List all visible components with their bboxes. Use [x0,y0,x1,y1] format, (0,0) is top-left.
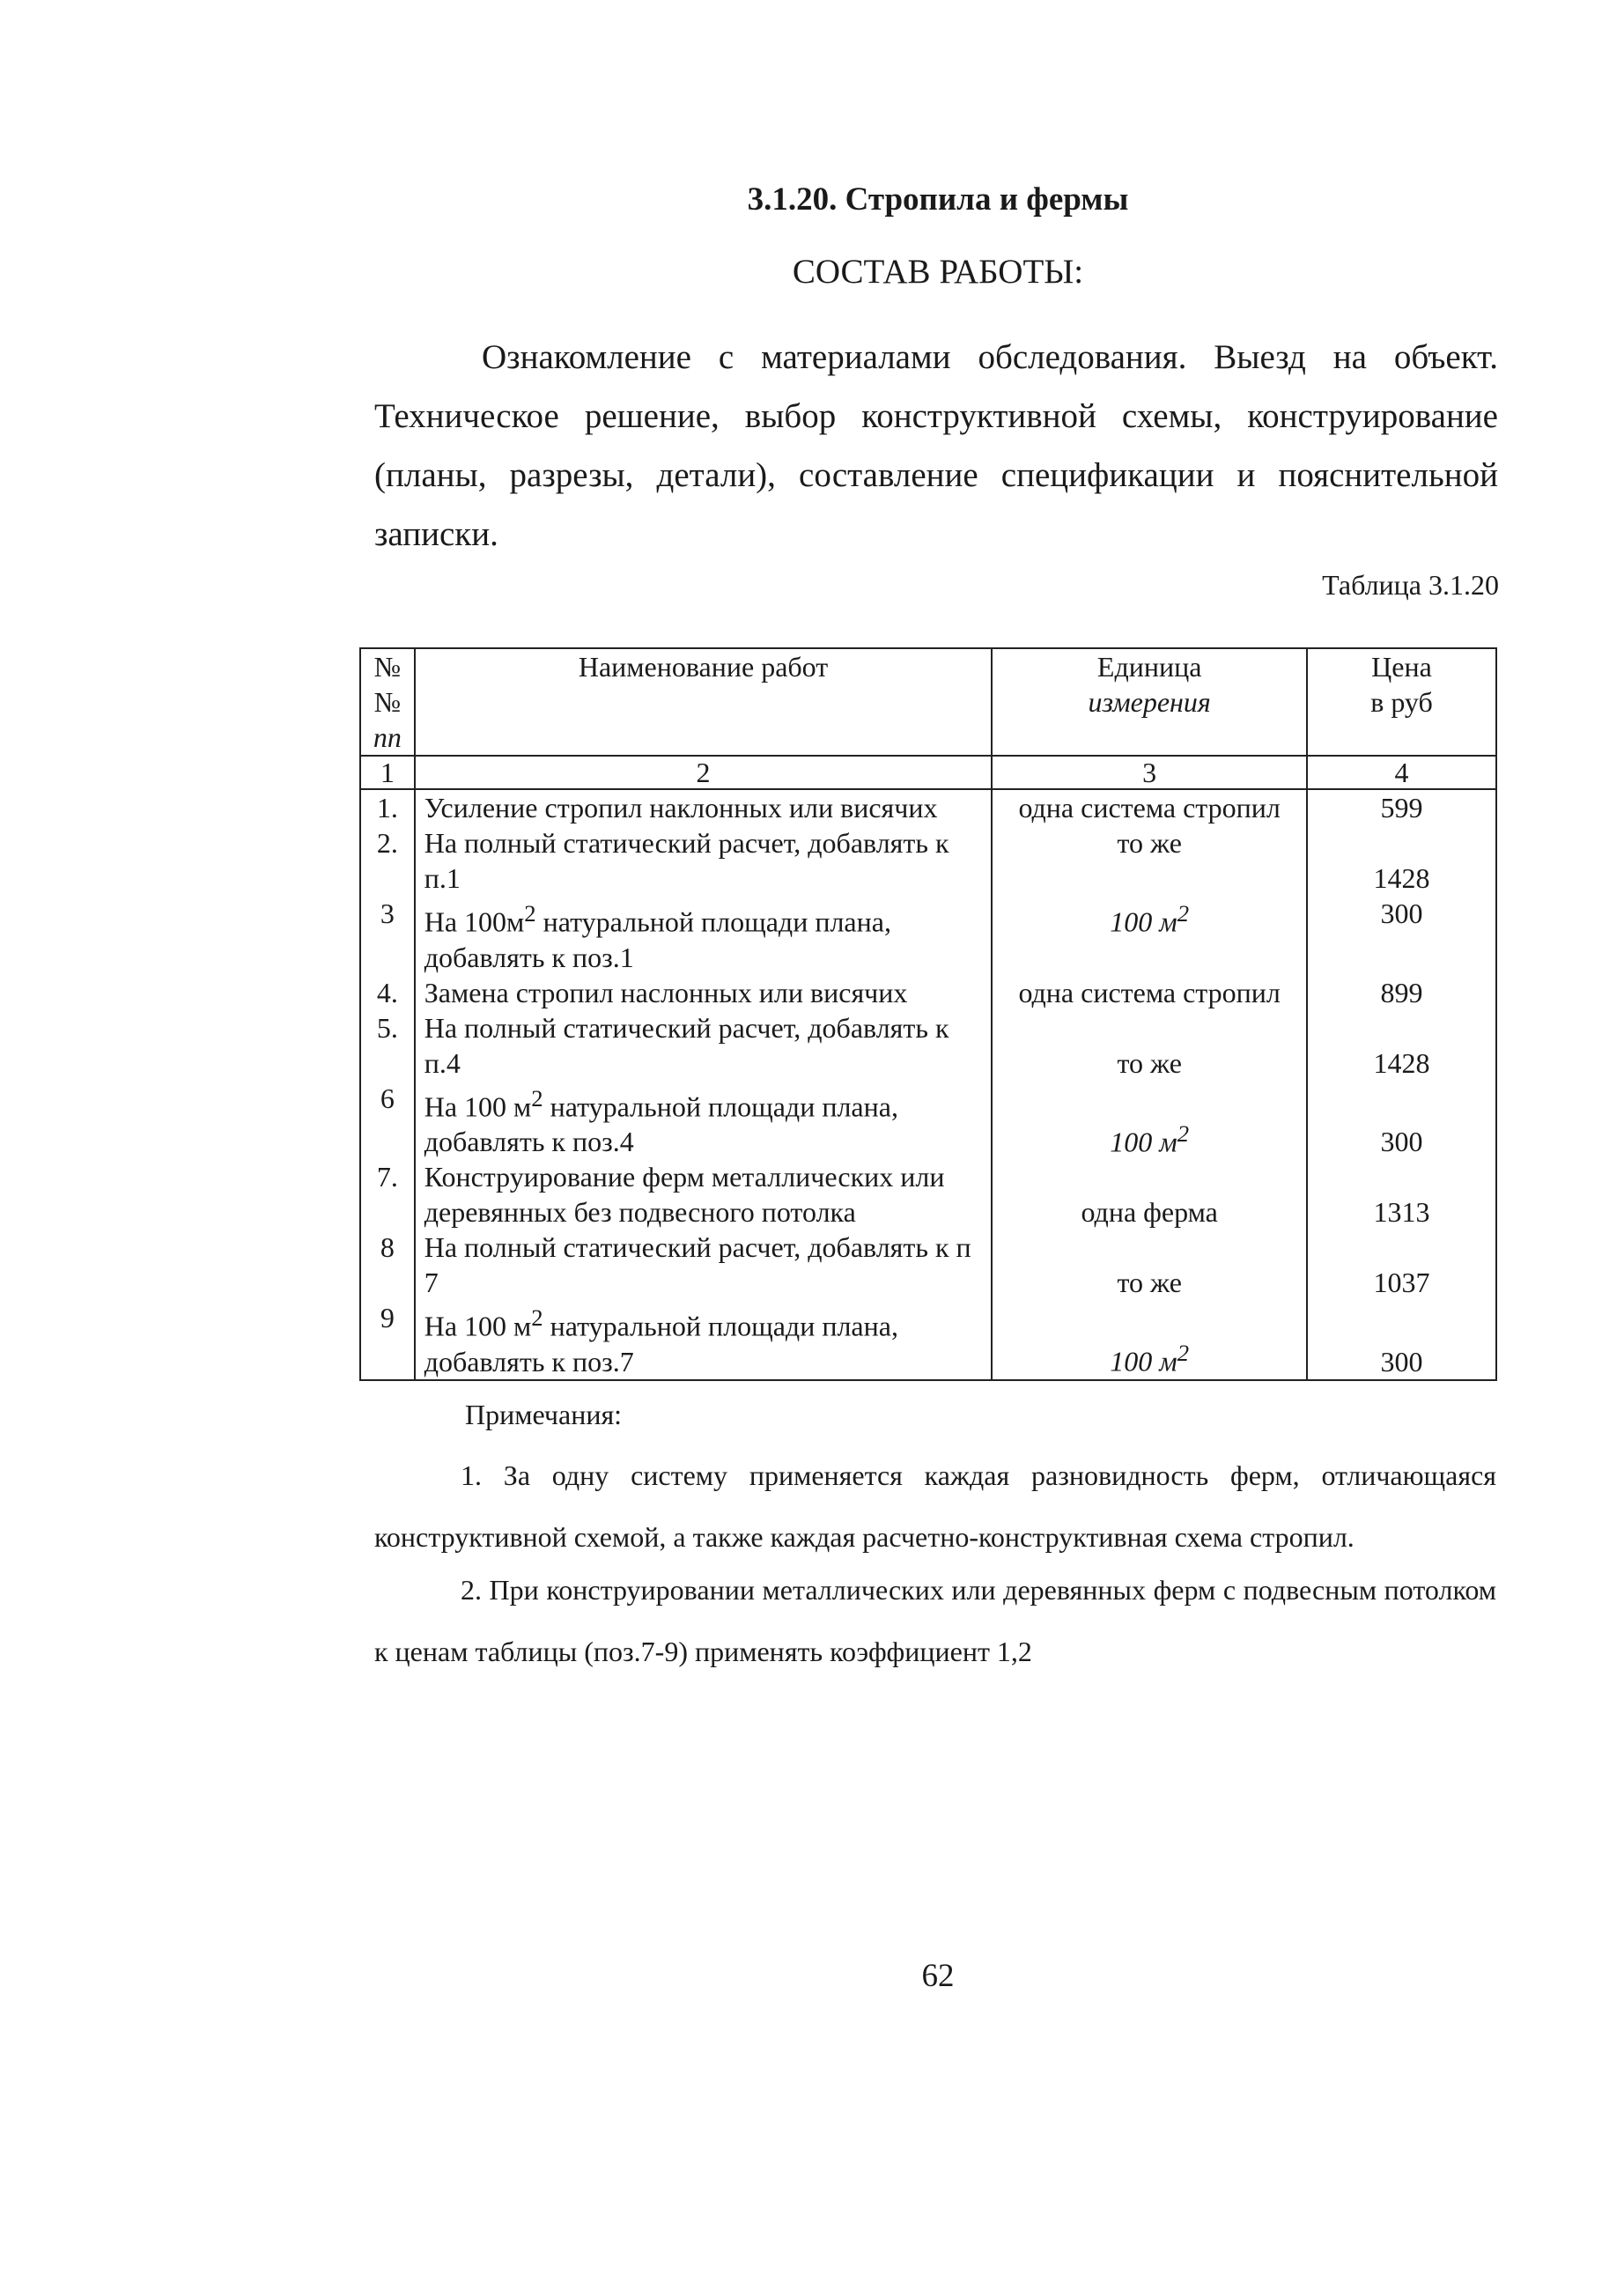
table-caption: Таблица 3.1.20 [1322,569,1499,601]
column-number: 3 [992,756,1307,789]
row-unit: одна ферма [992,1159,1307,1230]
table-row [360,789,1496,825]
row-number: 7. [360,1159,415,1230]
superscript: 2 [531,1084,543,1112]
row-work-name: На полный статический расчет, добавлять к п.1 [415,825,993,896]
superscript: 2 [524,900,536,927]
table-row [360,896,1496,975]
table-row [360,1081,1496,1160]
work-composition-heading: СОСТАВ РАБОТЫ: [792,253,1084,291]
row-number: 8 [360,1230,415,1300]
row-price: 1313 [1307,1159,1496,1230]
row-work-name [415,1081,993,1160]
table-row [360,1300,1496,1380]
superscript: 2 [1177,1119,1190,1147]
header-unit [992,648,1307,756]
row-unit: одна система стропил [992,975,1307,1010]
section-heading: 3.1.20. Стропила и фермы [747,181,1129,218]
row-work-name-text: натуральной площади плана, добавлять к поз.4 [424,1090,898,1158]
table-row [360,1159,1496,1230]
row-work-name-text: На 100м [424,905,525,938]
row-work-name-text: На 100 м [424,1310,532,1342]
header-work-name [415,648,993,756]
row-number: 4. [360,975,415,1010]
column-number: 1 [360,756,415,789]
row-price: 300 [1307,1081,1496,1160]
row-price: 899 [1307,975,1496,1010]
row-work-name-text: натуральной площади плана, добавлять к поз.7 [424,1310,898,1378]
row-price: 1428 [1307,1010,1496,1081]
header-unit-line2: измерения [1088,686,1211,718]
row-work-name-text: натуральной площади плана, добавлять к поз.1 [424,905,891,973]
row-price: 1428 [1307,825,1496,896]
row-work-name-text: На 100 м [424,1090,532,1123]
page-number: 62 [921,1958,955,1994]
row-price: 599 [1307,789,1496,825]
work-description: Ознакомление с материалами обследования. Выезд на объект. Техническое решение, выбор конструктивной схемы, конструирование (планы, разрезы, детали), составление спецификации и пояснительной записки. [374,338,1498,553]
header-unit-line1: Единица [1096,651,1202,683]
row-unit-text: 100 м [1110,1126,1177,1158]
table-row [360,825,1496,896]
row-unit: то же [992,825,1307,896]
row-unit [992,1081,1307,1160]
row-number: 3 [360,896,415,975]
row-number: 1. [360,789,415,825]
row-work-name: Замена стропил наслонных или висячих [415,975,993,1010]
row-work-name: Конструирование ферм металлических или деревянных без подвесного потолка [415,1159,993,1230]
row-number: 2. [360,825,415,896]
row-unit-text: 100 м [1110,1345,1177,1378]
row-work-name [415,1300,993,1380]
header-number-line1: №№ [373,651,402,718]
row-price: 300 [1307,896,1496,975]
header-number-line2: пп [373,721,402,753]
header-price [1307,648,1496,756]
superscript: 2 [1177,900,1190,927]
header-work-name-text: Наименование работ [578,651,829,683]
note-item: 2. При конструировании металлических или деревянных ферм с подвесным потолком к ценам таблицы (поз.7-9) применять коэффициент 1,2 [374,1574,1496,1667]
row-work-name: Усиление стропил наклонных или висячих [415,789,993,825]
row-price: 1037 [1307,1230,1496,1300]
row-number: 6 [360,1081,415,1160]
row-unit [992,896,1307,975]
row-number: 9 [360,1300,415,1380]
row-unit-text: 100 м [1110,905,1177,938]
row-unit: то же [992,1230,1307,1300]
row-unit: то же [992,1010,1307,1081]
row-unit: одна система стропил [992,789,1307,825]
table-header-row [360,648,1496,756]
row-work-name [415,896,993,975]
row-work-name: На полный статический расчет, добавлять к п.4 [415,1010,993,1081]
header-number [360,648,415,756]
table-row [360,1010,1496,1081]
header-price-line1: Цена [1371,651,1432,683]
row-number: 5. [360,1010,415,1081]
superscript: 2 [1177,1340,1190,1367]
column-number: 2 [415,756,993,789]
column-number: 4 [1307,756,1496,789]
note-item: 1. За одну систему применяется каждая разновидность ферм, отличающаяся конструктивной схемой, а также каждая расчетно-конструктивная схема стропил. [374,1459,1496,1553]
column-number-row [360,756,1496,789]
row-unit [992,1300,1307,1380]
superscript: 2 [531,1304,543,1332]
notes-title: Примечания: [465,1399,623,1430]
header-price-line2: в руб [1370,686,1433,718]
price-table [359,647,1497,1381]
table-row [360,975,1496,1010]
row-price: 300 [1307,1300,1496,1380]
row-work-name: На полный статический расчет, добавлять к п 7 [415,1230,993,1300]
table-row [360,1230,1496,1300]
